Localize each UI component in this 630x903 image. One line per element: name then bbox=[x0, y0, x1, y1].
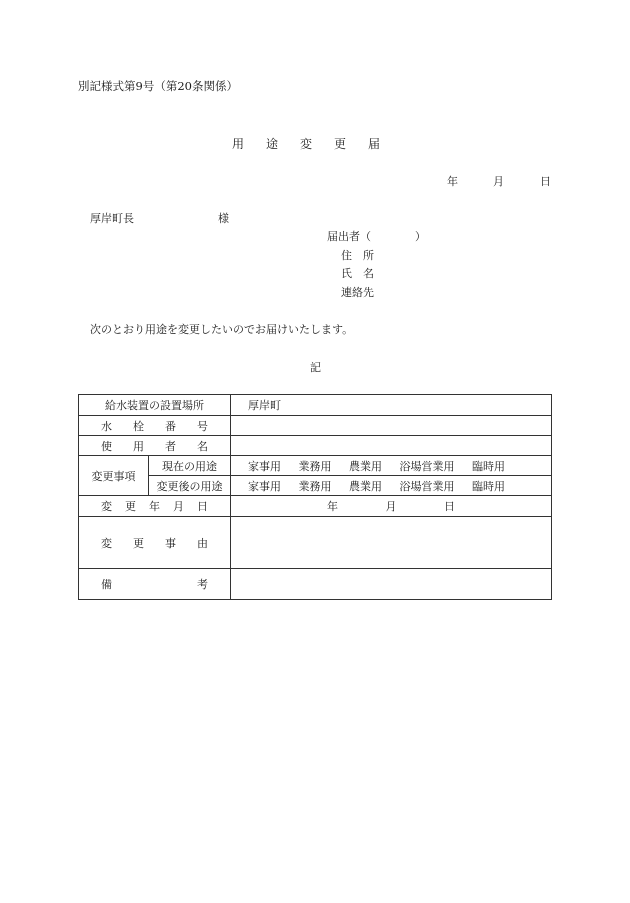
new-use-option[interactable]: 浴場営業用 bbox=[399, 479, 455, 493]
current-use-option[interactable]: 浴場営業用 bbox=[399, 459, 455, 473]
change-date-label: 変更年月日 bbox=[79, 496, 231, 517]
date-year-label: 年 bbox=[447, 175, 458, 188]
change-date-value[interactable] bbox=[231, 496, 552, 517]
new-use-option[interactable]: 業務用 bbox=[298, 479, 332, 493]
form-title: 用 途 変 更 届 bbox=[232, 137, 386, 151]
form-number: 別記様式第9号（第20条関係） bbox=[78, 79, 238, 93]
record-mark: 記 bbox=[310, 361, 321, 374]
current-use-option[interactable]: 家事用 bbox=[248, 459, 281, 473]
row-meter bbox=[79, 416, 552, 436]
addressee-honorific: 様 bbox=[218, 212, 229, 225]
row-location bbox=[79, 395, 552, 416]
current-use-label: 現在の用途 bbox=[149, 456, 231, 476]
row-change-date bbox=[79, 496, 552, 517]
current-use-options bbox=[231, 456, 552, 476]
new-use-options bbox=[231, 476, 552, 496]
change-date-day: 日 bbox=[444, 500, 455, 513]
date-day-label: 日 bbox=[540, 175, 551, 188]
current-use-option[interactable]: 臨時用 bbox=[472, 459, 505, 473]
reason-value[interactable] bbox=[231, 517, 552, 569]
row-user bbox=[79, 436, 552, 456]
date-month-label: 月 bbox=[493, 175, 504, 188]
current-use-option[interactable]: 農業用 bbox=[349, 459, 382, 473]
address-label: 住 所 bbox=[341, 249, 374, 262]
new-use-option[interactable]: 臨時用 bbox=[472, 479, 505, 493]
current-use-option[interactable]: 業務用 bbox=[298, 459, 332, 473]
addressee-name: 厚岸町長 bbox=[90, 212, 134, 225]
intro-text: 次のとおり用途を変更したいのでお届けいたします。 bbox=[90, 323, 354, 336]
meter-value[interactable] bbox=[231, 416, 552, 436]
new-use-option[interactable]: 家事用 bbox=[248, 479, 281, 493]
user-label: 使用者名 bbox=[79, 436, 231, 456]
reason-label: 変更事由 bbox=[79, 517, 231, 569]
change-date-year: 年 bbox=[327, 500, 338, 513]
form-table bbox=[78, 394, 552, 600]
row-current-use bbox=[79, 456, 552, 476]
user-value[interactable] bbox=[231, 436, 552, 456]
meter-label: 水栓番号 bbox=[79, 416, 231, 436]
change-date-month: 月 bbox=[385, 500, 397, 513]
new-use-label: 変更後の用途 bbox=[149, 476, 231, 496]
row-reason bbox=[79, 517, 552, 569]
row-new-use bbox=[79, 476, 552, 496]
reporter-label: 届出者（ ） bbox=[327, 230, 426, 243]
location-value[interactable]: 厚岸町 bbox=[231, 395, 552, 416]
remarks-label: 備考 bbox=[79, 569, 231, 600]
row-remarks bbox=[79, 569, 552, 600]
change-label: 変更事項 bbox=[79, 456, 149, 496]
new-use-option[interactable]: 農業用 bbox=[349, 479, 382, 493]
location-label: 給水装置の設置場所 bbox=[79, 395, 231, 416]
contact-label: 連絡先 bbox=[341, 286, 374, 299]
remarks-value[interactable] bbox=[231, 569, 552, 600]
name-label: 氏 名 bbox=[341, 267, 374, 280]
